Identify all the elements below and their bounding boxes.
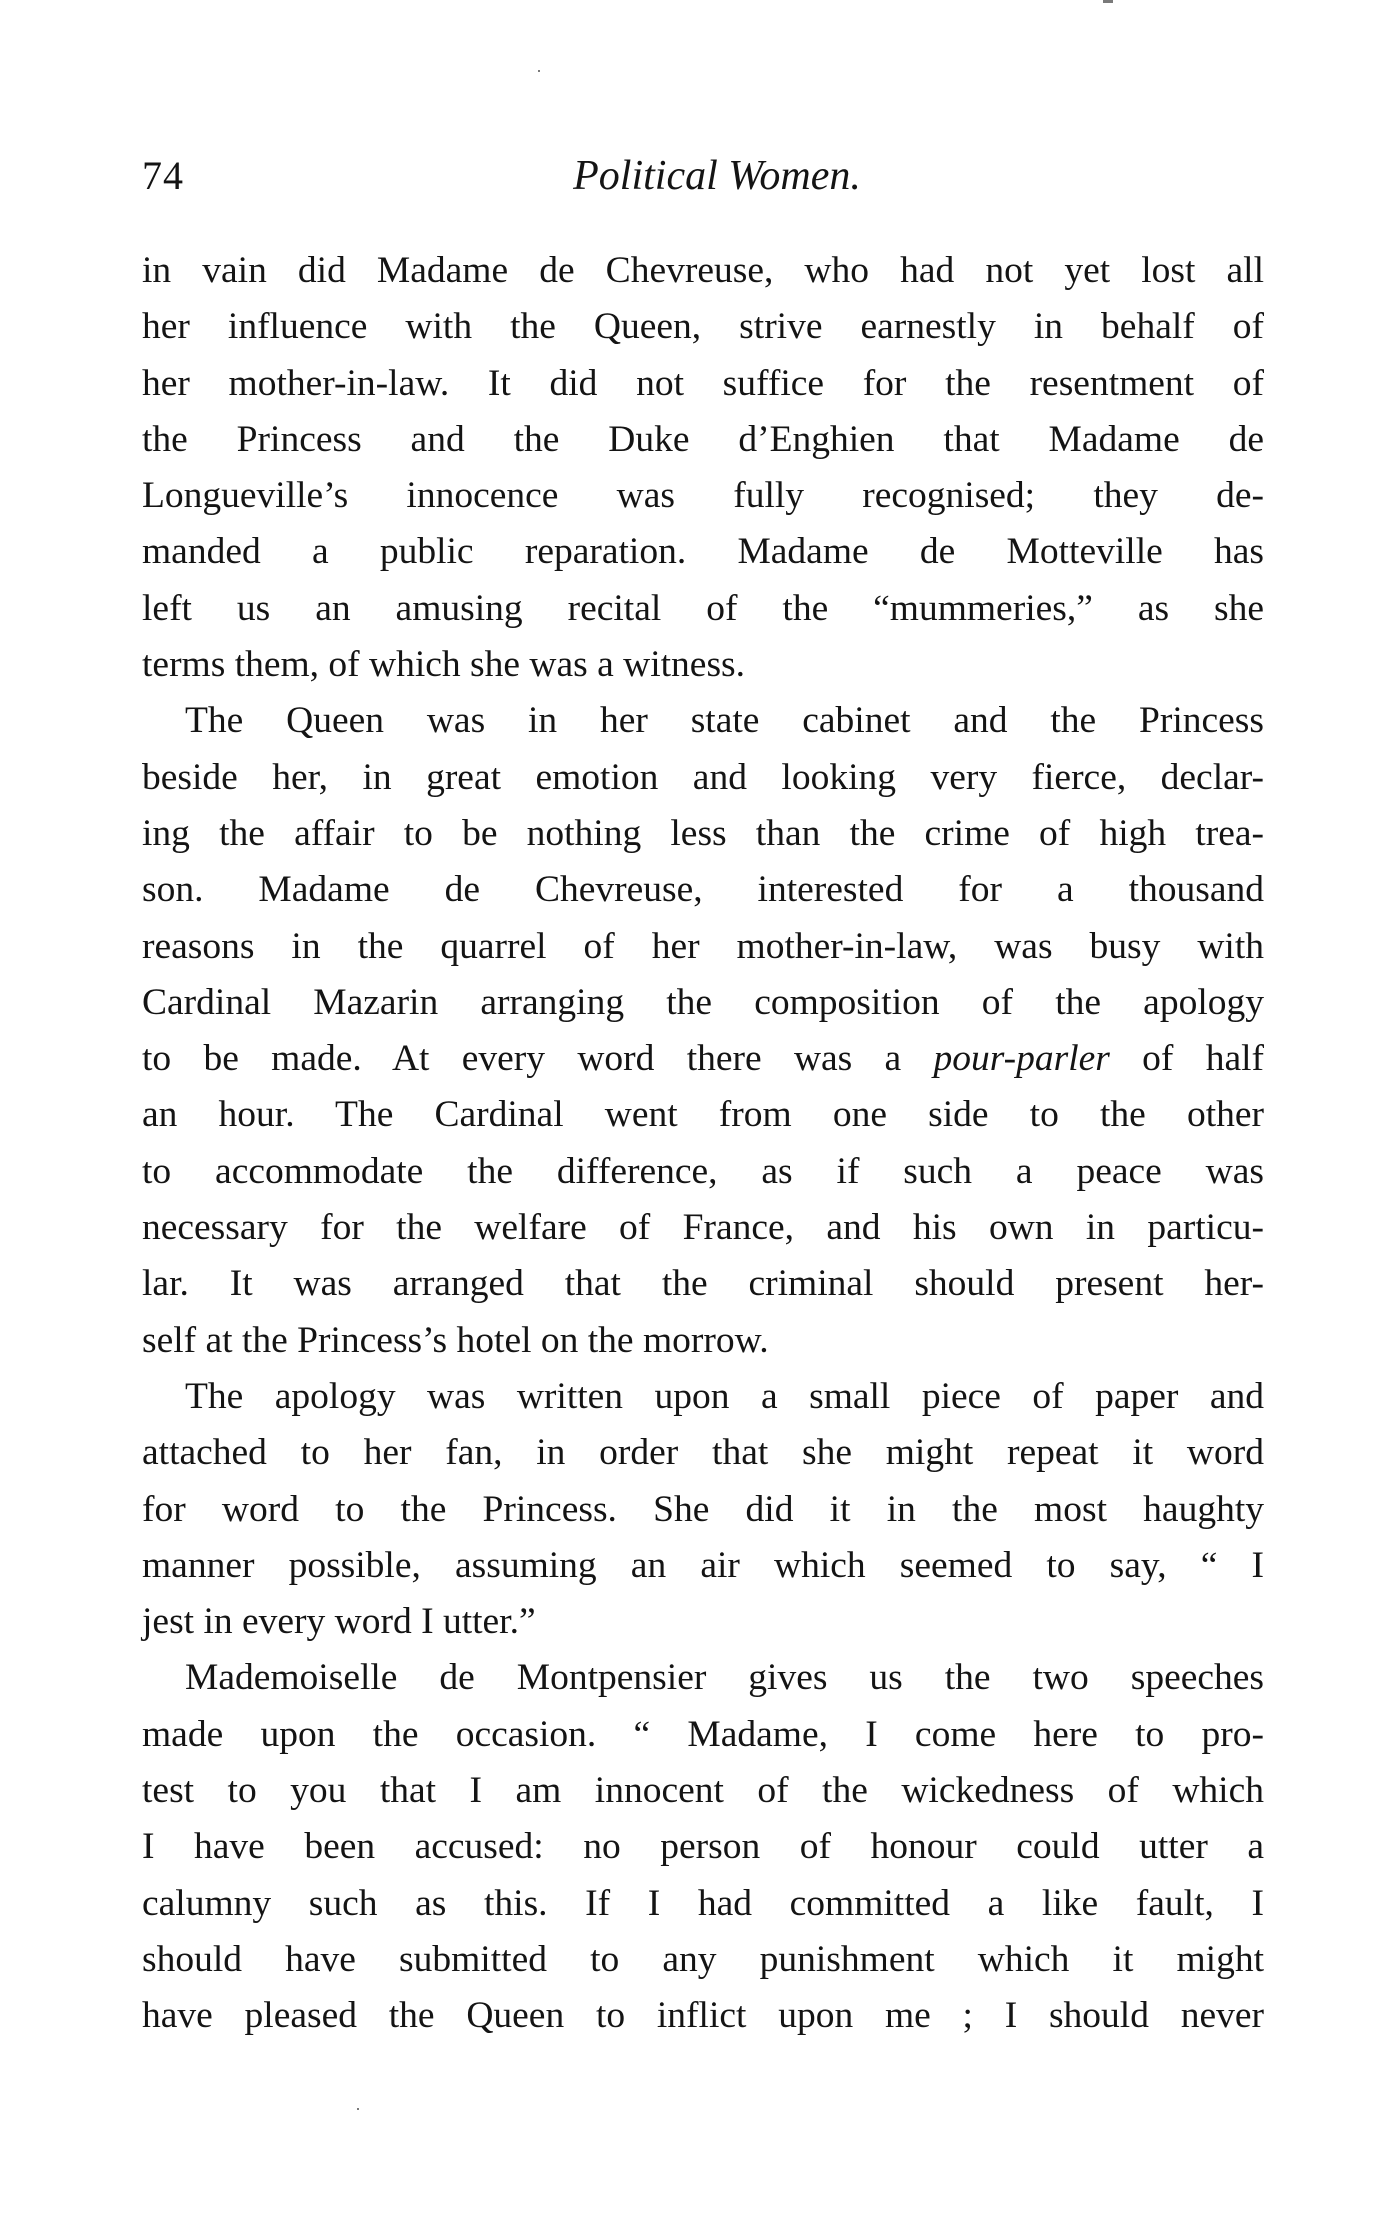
text-line: for word to the Princess. She did it in the most haughty [142, 1488, 1264, 1530]
text-line: reasons in the quarrel of her mother-in-law, was busy with [142, 925, 1264, 967]
text-line: self at the Princess’s hotel on the morrow. [142, 1319, 769, 1361]
text-line: Longueville’s innocence was fully recognised; they de- [142, 475, 1264, 517]
scan-speck [1103, 0, 1113, 3]
text-line: beside her, in great emotion and looking very fierce, declar- [142, 756, 1264, 798]
text-line: test to you that I am innocent of the wickedness of which [142, 1770, 1264, 1812]
text-line: necessary for the welfare of France, and his own in particu- [142, 1207, 1264, 1249]
text-line: ing the affair to be nothing less than the crime of high trea- [142, 812, 1264, 854]
text-line: The Queen was in her state cabinet and the Princess [185, 700, 1264, 742]
text-line: jest in every word I utter.” [142, 1601, 536, 1643]
text-line: terms them, of which she was a witness. [142, 644, 746, 686]
text-line: left us an amusing recital of the “mummeries,” as she [142, 587, 1264, 629]
text-run: of half [1109, 1038, 1264, 1080]
text-line: I have been accused: no person of honour could utter a [142, 1826, 1264, 1868]
scan-speck [357, 2108, 359, 2110]
text-line: calumny such as this. If I had committed a like fault, I [142, 1882, 1264, 1924]
text-line: Mademoiselle de Montpensier gives us the two speeches [185, 1657, 1264, 1699]
text-line: should have submitted to any punishment which it might [142, 1938, 1264, 1980]
text-line: Cardinal Mazarin arranging the composition of the apology [142, 981, 1264, 1023]
text-line: an hour. The Cardinal went from one side to the other [142, 1094, 1264, 1136]
text-line: have pleased the Queen to inflict upon me ; I should never [142, 1995, 1264, 2037]
text-line: to accommodate the difference, as if such a peace was [142, 1150, 1264, 1192]
paragraph-2 [142, 693, 1264, 1369]
text-line: in vain did Madame de Chevreuse, who had not yet lost all [142, 250, 1264, 291]
running-title: Political Women. [573, 153, 861, 199]
text-line: manner possible, assuming an air which seemed to say, “ I [142, 1544, 1264, 1586]
text-line: lar. It was arranged that the criminal should present her- [142, 1263, 1264, 1305]
text-line: the Princess and the Duke d’Enghien that Madame de [142, 418, 1264, 460]
text-line: attached to her fan, in order that she might repeat it word [142, 1432, 1264, 1474]
text-line: her mother-in-law. It did not suffice for the resentment of [142, 362, 1264, 404]
text-line: son. Madame de Chevreuse, interested for a thousand [142, 869, 1264, 911]
running-head [142, 146, 1262, 206]
paragraph-4 [142, 1650, 1264, 2044]
text-line: made upon the occasion. “ Madame, I come here to pro- [142, 1713, 1264, 1755]
paragraph-3 [142, 1369, 1264, 1650]
paragraph-1 [142, 243, 1264, 693]
italic-term: pour-parler [933, 1038, 1110, 1080]
page-number: 74 [142, 153, 184, 198]
text-line: manded a public reparation. Madame de Motteville has [142, 531, 1264, 573]
text-run: to be made. At every word there was a [142, 1038, 934, 1080]
body-text [142, 243, 1264, 2045]
text-line-with-italic [142, 1031, 1264, 1087]
text-line: The apology was written upon a small piece of paper and [185, 1375, 1264, 1417]
text-line: her influence with the Queen, strive earnestly in behalf of [142, 306, 1264, 348]
scan-speck [538, 70, 540, 72]
